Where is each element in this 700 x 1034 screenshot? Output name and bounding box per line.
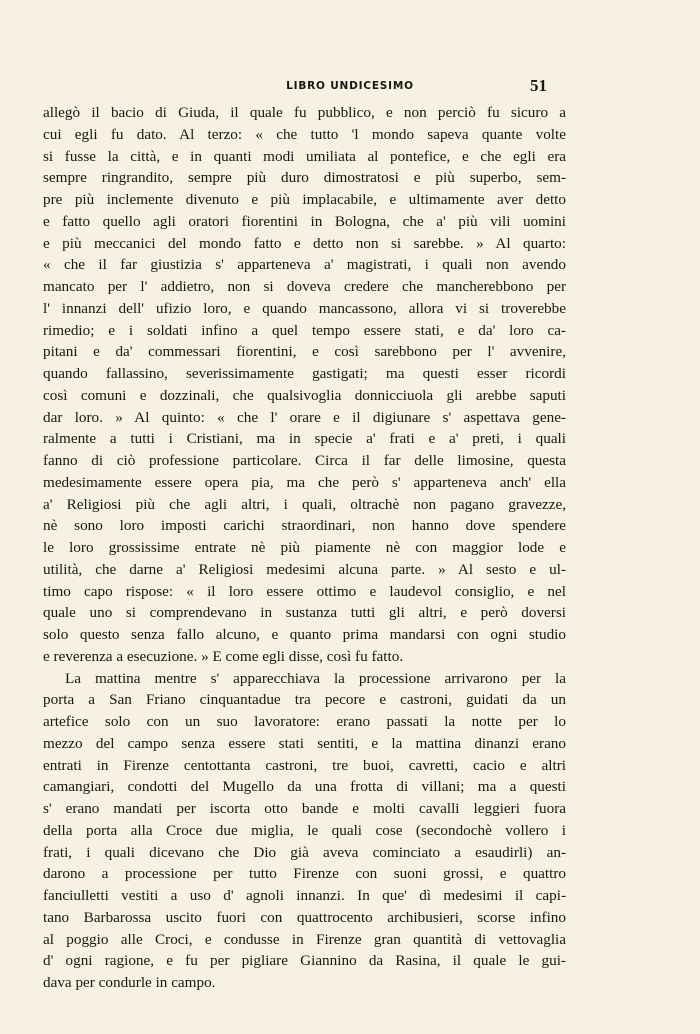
text-line: fanno di ciò professione particolare. Circa il far delle limosine, questa bbox=[43, 452, 566, 469]
text-line: frati, i quali dicevano che Dio già aveva cominciato a esaudirli) an- bbox=[43, 843, 566, 861]
text-line: medesimamente essere opera pia, ma che però s' apparteneva anch' ella bbox=[43, 473, 566, 491]
body-text bbox=[43, 102, 566, 994]
text-line: timo capo rispose: « il loro essere ottimo e laudevol consiglio, e nel bbox=[43, 582, 566, 600]
paragraph bbox=[43, 668, 566, 994]
text-line: cui egli fu dato. Al terzo: « che tutto 'l mondo sapeva quante volte bbox=[43, 125, 566, 143]
text-line: rimedio; e i soldati infino a quel tempo essere stati, e da' loro ca- bbox=[43, 321, 566, 339]
text-line: della porta alla Croce due miglia, le quali cose (secondochè vollero i bbox=[43, 821, 566, 839]
text-line: a' Religiosi più che agli altri, i quali, oltrachè non pagano gravezze, bbox=[43, 495, 566, 513]
text-line: così comuni e dozzinali, che qualsivoglia donnicciuola gli arebbe saputi bbox=[43, 386, 566, 404]
text-line: dava per condurle in campo. bbox=[43, 974, 216, 991]
text-line: le loro grossissime entrate nè più piamente nè con maggior lode e bbox=[43, 539, 566, 556]
page-number: 51 bbox=[530, 76, 547, 95]
text-line: e fatto quello agli oratori fiorentini in Bologna, che a' più vili uomini bbox=[43, 212, 566, 230]
text-line: tano Barbarossa uscito fuori con quattrocento archibusieri, scorse infino bbox=[43, 908, 566, 926]
text-line: e reverenza a esecuzione. » E come egli disse, così fu fatto. bbox=[43, 647, 404, 665]
text-line: darono a processione per tutto Firenze con suoni grossi, e quattro bbox=[43, 865, 566, 883]
text-line: quale uno si comprendevano in sustanza tutti gli altri, e però doversi bbox=[43, 604, 566, 622]
running-title: LIBRO UNDICESIMO bbox=[286, 80, 414, 92]
text-line: solo questo senza fallo alcuno, e quanto prima mandarsi con ogni studio bbox=[43, 626, 566, 643]
text-line: sempre ringrandito, sempre più duro dimostratosi e più superbo, sem- bbox=[43, 169, 566, 187]
text-line: fanciulletti vestiti a uso d' agnoli innanzi. In que' dì medesimi il capi- bbox=[43, 887, 566, 904]
text-line: d' ogni ragione, e fu per pigliare Giannino da Rasina, il quale le gui- bbox=[43, 952, 566, 970]
text-line: dar loro. » Al quinto: « che l' orare e il digiunare s' aspettava gene- bbox=[43, 408, 566, 426]
text-line: l' innanzi dell' ufizio loro, e quando mancassono, allora vi si troverebbe bbox=[43, 299, 566, 317]
text-line: La mattina mentre s' apparecchiava la processione arrivarono per la bbox=[65, 669, 566, 687]
text-line: s' erano mandati per iscorta otto bande e molti cavalli leggieri fuora bbox=[43, 800, 566, 817]
text-line: al poggio alle Croci, e condusse in Firenze gran quantità di vettovaglia bbox=[43, 930, 566, 948]
text-line: camangiari, condotti del Mugello da una frotta di villani; ma a questi bbox=[43, 778, 566, 796]
text-line: si fusse la città, e in quanti modi umiliata al pontefice, e che egli era bbox=[43, 147, 566, 165]
text-line: « che il far giustizia s' apparteneva a' magistrati, i quali non avendo bbox=[43, 256, 566, 274]
text-line: pre più inclemente divenuto e più implacabile, e ultimamente aver detto bbox=[43, 191, 566, 208]
text-line: utilità, che darne a' Religiosi medesimi alcuna parte. » Al sesto e ul- bbox=[43, 560, 566, 578]
text-line: mezzo del campo senza essere stati sentiti, e la mattina dinanzi erano bbox=[43, 734, 566, 752]
text-line: ralmente a tutti i Cristiani, ma in specie a' frati e a' preti, i quali bbox=[43, 430, 566, 448]
text-line: artefice solo con un suo lavoratore: erano passati la notte per lo bbox=[43, 713, 566, 730]
text-line: mancato per l' addietro, non si doveva credere che mancherebbono per bbox=[43, 278, 566, 295]
text-line: pitani e da' commessari fiorentini, e così sarebbono per l' avvenire, bbox=[43, 343, 566, 361]
text-line: entrati in Firenze centottanta castroni, tre buoi, cavretti, cacio e altri bbox=[43, 756, 566, 774]
text-line: nè sono loro imposti carichi straordinari, non hanno dove spendere bbox=[43, 517, 566, 535]
text-line: porta a San Friano cinquantadue tra pecore e castroni, guidati da un bbox=[43, 691, 566, 709]
paragraph bbox=[43, 102, 566, 668]
text-line: e più meccanici del mondo fatto e detto non si sarebbe. » Al quarto: bbox=[43, 234, 566, 252]
text-line: quando fallassino, severissimamente gastigati; ma questi esser ricordi bbox=[43, 365, 566, 382]
text-line: allegò il bacio di Giuda, il quale fu pubblico, e non perciò fu sicuro a bbox=[43, 104, 566, 121]
